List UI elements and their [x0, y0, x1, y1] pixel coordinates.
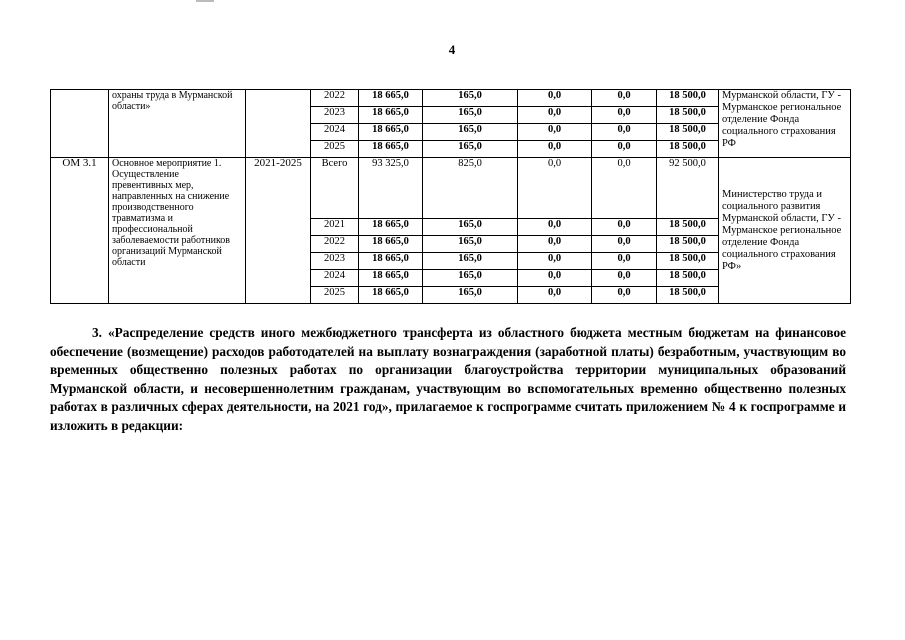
- local-budget-cell: 0,0: [592, 141, 657, 158]
- regional-budget-cell: 165,0: [423, 90, 518, 107]
- activity-code-cell: ОМ 3.1: [51, 158, 109, 304]
- federal-budget-cell: 0,0: [518, 90, 592, 107]
- year-cell: 2025: [311, 141, 359, 158]
- year-cell: 2024: [311, 270, 359, 287]
- body-paragraph: 3. «Распределение средств иного межбюджетного трансферта из областного бюджета местным бюджетам на финансовое обеспечение (возмещение) расходов работодателей на выплату вознаграждения (заработной платы) безработным, участвующим во временных общественно полезных работах по организации благоустройства территории муниципальных образований Мурманской области, и несовершеннолетним гражданам, участвующим во вспомогательных временно общественно полезных работах в различных сферах деятельности, на 2021 год», прилагаемое к госпрограмме считать приложением № 4 к госпрограмме и изложить в редакции:: [50, 325, 846, 433]
- table-row: [51, 158, 851, 219]
- total-cell: 18 665,0: [359, 287, 423, 304]
- federal-budget-cell: 0,0: [518, 236, 592, 253]
- regional-budget-cell: 165,0: [423, 107, 518, 124]
- period-cell-empty: [246, 90, 311, 158]
- extrabudget-cell: 18 500,0: [657, 236, 719, 253]
- local-budget-cell: 0,0: [592, 90, 657, 107]
- executor-cell: Мурманской области, ГУ - Мурманское региональное отделение Фонда социального страхования РФ: [719, 90, 851, 158]
- federal-budget-cell: 0,0: [518, 158, 592, 219]
- federal-budget-cell: 0,0: [518, 124, 592, 141]
- period-cell: 2021-2025: [246, 158, 311, 304]
- year-cell: 2022: [311, 236, 359, 253]
- year-cell: 2023: [311, 107, 359, 124]
- regional-budget-cell: 165,0: [423, 141, 518, 158]
- year-cell: 2024: [311, 124, 359, 141]
- local-budget-cell: 0,0: [592, 219, 657, 236]
- executor-cell: Министерство труда и социального развития Мурманской области, ГУ - Мурманское региональное отделение Фонда социального страхования РФ»: [719, 158, 851, 304]
- extrabudget-cell: 18 500,0: [657, 141, 719, 158]
- budget-table: [50, 89, 851, 304]
- total-cell: 18 665,0: [359, 124, 423, 141]
- local-budget-cell: 0,0: [592, 107, 657, 124]
- year-cell: 2021: [311, 219, 359, 236]
- federal-budget-cell: 0,0: [518, 270, 592, 287]
- regional-budget-cell: 165,0: [423, 236, 518, 253]
- extrabudget-cell: 92 500,0: [657, 158, 719, 219]
- table-row: [51, 90, 851, 107]
- year-cell: 2023: [311, 253, 359, 270]
- local-budget-cell: 0,0: [592, 158, 657, 219]
- local-budget-cell: 0,0: [592, 270, 657, 287]
- year-cell: 2025: [311, 287, 359, 304]
- local-budget-cell: 0,0: [592, 236, 657, 253]
- regional-budget-cell: 165,0: [423, 287, 518, 304]
- federal-budget-cell: 0,0: [518, 219, 592, 236]
- federal-budget-cell: 0,0: [518, 253, 592, 270]
- total-cell: 18 665,0: [359, 107, 423, 124]
- federal-budget-cell: 0,0: [518, 141, 592, 158]
- activity-name-cell: охраны труда в Мурманской области»: [109, 90, 246, 158]
- total-cell: 93 325,0: [359, 158, 423, 219]
- year-cell: Всего: [311, 158, 359, 219]
- extrabudget-cell: 18 500,0: [657, 287, 719, 304]
- total-cell: 18 665,0: [359, 90, 423, 107]
- page-number: 4: [448, 42, 456, 57]
- regional-budget-cell: 825,0: [423, 158, 518, 219]
- activity-name-cell: Основное мероприятие 1. Осуществление превентивных мер, направленных на снижение производственного травматизма и профессиональной заболеваемости работников организаций Мурманской области: [109, 158, 246, 304]
- total-cell: 18 665,0: [359, 219, 423, 236]
- extrabudget-cell: 18 500,0: [657, 107, 719, 124]
- code-cell-empty: [51, 90, 109, 158]
- federal-budget-cell: 0,0: [518, 107, 592, 124]
- extrabudget-cell: 18 500,0: [657, 90, 719, 107]
- local-budget-cell: 0,0: [592, 124, 657, 141]
- total-cell: 18 665,0: [359, 270, 423, 287]
- extrabudget-cell: 18 500,0: [657, 219, 719, 236]
- year-cell: 2022: [311, 90, 359, 107]
- total-cell: 18 665,0: [359, 141, 423, 158]
- total-cell: 18 665,0: [359, 236, 423, 253]
- extrabudget-cell: 18 500,0: [657, 124, 719, 141]
- extrabudget-cell: 18 500,0: [657, 253, 719, 270]
- regional-budget-cell: 165,0: [423, 219, 518, 236]
- regional-budget-cell: 165,0: [423, 270, 518, 287]
- regional-budget-cell: 165,0: [423, 124, 518, 141]
- regional-budget-cell: 165,0: [423, 253, 518, 270]
- local-budget-cell: 0,0: [592, 253, 657, 270]
- local-budget-cell: 0,0: [592, 287, 657, 304]
- extrabudget-cell: 18 500,0: [657, 270, 719, 287]
- federal-budget-cell: 0,0: [518, 287, 592, 304]
- scan-artifact-mark: [196, 0, 214, 2]
- total-cell: 18 665,0: [359, 253, 423, 270]
